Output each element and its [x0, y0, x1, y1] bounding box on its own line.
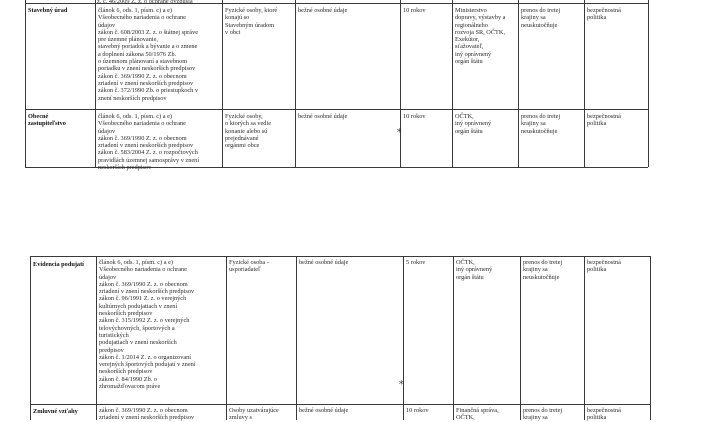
agenda-name: Stavebný úrad	[28, 7, 68, 14]
agenda-name: Obecné zastupiteľstvo	[28, 113, 66, 128]
security-measures: bezpečnostná politika	[587, 113, 621, 128]
table1-line-mid	[25, 109, 648, 110]
third-country-transfer: prenos do tretej krajiny sa	[523, 407, 563, 422]
data-categories: bežné osobné údaje	[298, 7, 348, 14]
recipients: Ministerstvo dopravy, výstavby a regionálneho rozvoja SR, OČTK, Exekútor, sťažovateľ, iný oprávnený orgán štátu	[455, 7, 506, 66]
data-subjects: Fyzické osoby, o ktorých sa vedie konanie alebo sú prejednávané orgánmi obce	[225, 113, 271, 150]
data-subjects: Fyzické osoby, ktoré konajú so Stavebným úradom v obci	[225, 7, 278, 36]
security-measures: bezpečnostná politika	[587, 259, 621, 274]
retention-period: 5 rokov	[406, 259, 426, 266]
legal-basis: článok 6, ods. 1, písm. c) a e) Všeobecného nariadenia o ochrane údajov zákon č. 369/1990 Z. z. o obecnom zriadení v znení neskorších predpisov zákon č. 96/1991 Z. z. o verejných kultúrnych podujatiach v znení neskorších predpisov zákon č. 315/1992 Z. z. o verejných telovýchovných, športových a turistických podujatiach v znení neskorších predpisov zákon č. 1/2014 Z. z. o organizovaní verejných športových podujatí v znení neskorších predpisov zákon č. 84/1990 Zb. o zhromažďovacom práve	[99, 259, 196, 391]
data-subjects: Osoby uzatvárajúce zmluvy s	[229, 407, 279, 422]
table2-line-mid	[30, 404, 650, 405]
table2-line-top	[30, 256, 650, 257]
table1-line-top	[25, 3, 648, 4]
agenda-name: Zmluvné vzťahy	[33, 408, 78, 415]
pen-mark: ⁎	[397, 124, 402, 134]
recipients: OČTK, iný oprávnený orgán štátu	[455, 113, 492, 135]
data-categories: bežné osobné údaje	[298, 113, 348, 120]
retention-period: 10 rokov	[406, 407, 429, 414]
security-measures: bezpečnostná politika	[587, 407, 621, 422]
third-country-transfer: prenos do tretej krajiny sa neuskutočňuje	[521, 113, 561, 135]
pen-mark: ⁎	[399, 376, 404, 386]
data-subjects: Fyzické osoba - usporiadateľ	[229, 259, 269, 274]
table1-col-line	[648, 0, 649, 167]
data-categories: bežné osobné údaje	[299, 259, 349, 266]
cut-off-text-top: z. č. 46/2009 Z. z. o ochrane ovzdušia	[97, 0, 193, 5]
retention-period: 10 rokov	[403, 7, 426, 14]
retention-period: 10 rokov	[403, 113, 426, 120]
agenda-name: Evidencia podujatí	[33, 261, 84, 268]
legal-basis: článok 6, ods. 1, písm. c) a e) Všeobecného nariadenia o ochrane údajov zákon č. 369/1990 Z. z. o obecnom zriadení v znení neskorších predpisov zákon č. 583/2004 Z. z. o rozpočtových pravidlách územnej samosprávy v znení neskorších predpisov	[98, 113, 200, 172]
legal-basis: článok 6, ods. 1, písm. c) a e) Všeobecného nariadenia o ochrane údajov zákon č. 608/2003 Z. z. o štátnej správe pre územné plánovanie, stavebný poriadok a bývanie a o zmene a doplnení zákona 50/1976 Zb. o územnom plánovaní a stavebnom poriadku v znení neskorších predpisov zákon č. 369/1990 Z. z. o obecnom zriadení v znení neskorších predpisov zákon č. 372/1990 Zb. o priestupkoch v znení neskorších predpisov	[98, 7, 199, 102]
third-country-transfer: prenos do tretej krajiny sa neuskutočňuje	[523, 259, 563, 281]
table2-col-line	[650, 256, 651, 420]
legal-basis: zákon č. 369/1990 Z. z. o obecnom zriadení v znení neskorších predpisov	[99, 407, 195, 422]
security-measures: bezpečnostná politika	[587, 7, 621, 22]
recipients: Finančná správa, OČTK,	[456, 407, 499, 422]
recipients: OČTK, iný oprávnený orgán štátu	[456, 259, 493, 281]
data-categories: bežné osobné údaje	[299, 407, 349, 414]
third-country-transfer: prenos do tretej krajiny sa neuskutočňuje	[521, 7, 561, 29]
